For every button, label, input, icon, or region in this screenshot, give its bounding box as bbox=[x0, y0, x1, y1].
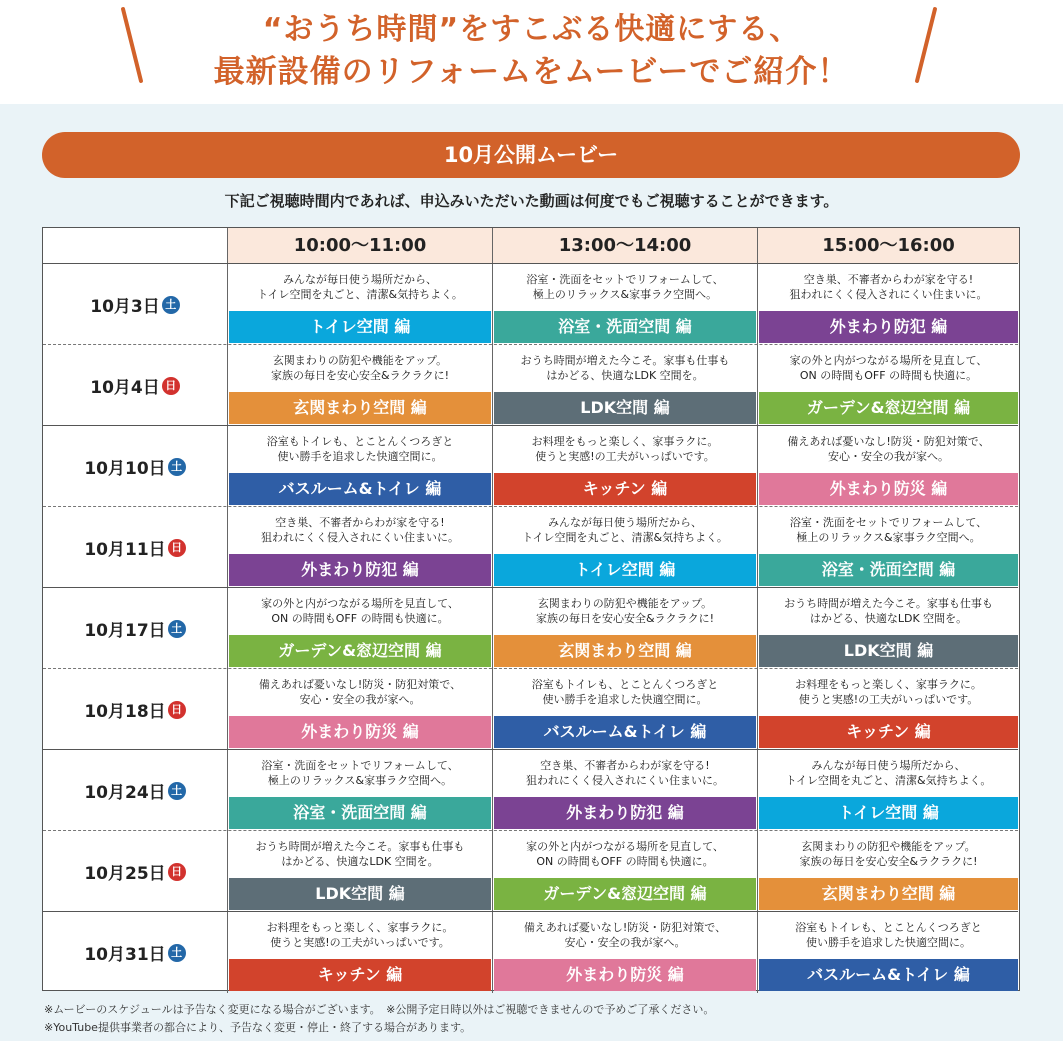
description-line: おうち時間が増えた今こそ。家事も仕事も bbox=[520, 354, 730, 367]
description-line: 家族の毎日を安心安全&ラクラクに! bbox=[536, 612, 714, 625]
footnote: ※YouTube提供事業者の都合により、予告なく変更・停止・終了する場合があります。 bbox=[44, 1021, 472, 1034]
movie-description bbox=[493, 750, 757, 796]
date-label: 10月4日 bbox=[90, 378, 160, 398]
description-line: 浴室もトイレも、とことんくつろぎと bbox=[531, 678, 719, 691]
description-line: 浴室もトイレも、とことんくつろぎと bbox=[266, 435, 454, 448]
movie-description bbox=[228, 669, 492, 715]
movie-title-bar[interactable]: キッチン 編 bbox=[494, 473, 756, 505]
movie-description bbox=[493, 264, 757, 310]
movie-title-bar[interactable]: 玄関まわり空間 編 bbox=[759, 878, 1018, 910]
description-line: みんなが毎日使う場所だから、 bbox=[811, 759, 966, 772]
movie-cell bbox=[492, 669, 757, 750]
movie-title-bar[interactable]: 外まわり防犯 編 bbox=[759, 311, 1018, 343]
description-line: 狙われにくく侵入されにくい住まいに。 bbox=[526, 774, 724, 787]
movie-title-bar[interactable]: 浴室・洗面空間 編 bbox=[494, 311, 756, 343]
movie-description bbox=[758, 345, 1019, 391]
movie-title-bar[interactable]: トイレ空間 編 bbox=[494, 554, 756, 586]
movie-description bbox=[758, 426, 1019, 472]
movie-title-bar[interactable]: トイレ空間 編 bbox=[759, 797, 1018, 829]
movie-cell bbox=[227, 345, 492, 426]
saturday-badge: 土 bbox=[168, 620, 186, 638]
description-line: はかどる、快適なLDK 空間を。 bbox=[809, 612, 968, 625]
description-line: 玄関まわりの防犯や機能をアップ。 bbox=[537, 597, 713, 610]
description-line: 使い勝手を追求した快適空間に。 bbox=[542, 693, 708, 706]
description-line: はかどる、快適なLDK 空間を。 bbox=[546, 369, 704, 382]
description-line: 玄関まわりの防犯や機能をアップ。 bbox=[801, 840, 976, 853]
movie-cell bbox=[227, 669, 492, 750]
date-cell bbox=[43, 426, 227, 507]
description-line: 家の外と内がつながる場所を見直して、 bbox=[261, 597, 459, 610]
time-header: 15:00〜16:00 bbox=[757, 228, 1019, 263]
description-line: ON の時間もOFF の時間も快適に。 bbox=[799, 369, 978, 382]
movie-title-bar[interactable]: 浴室・洗面空間 編 bbox=[759, 554, 1018, 586]
movie-title-bar[interactable]: 玄関まわり空間 編 bbox=[229, 392, 491, 424]
description-line: 浴室もトイレも、とことんくつろぎと bbox=[795, 921, 982, 934]
movie-cell bbox=[227, 912, 492, 993]
movie-description bbox=[493, 507, 757, 553]
description-line: トイレ空間を丸ごと、清潔&気持ちよく。 bbox=[257, 288, 463, 301]
headline-line1: “おうち時間”をすこぶる快適にする、 bbox=[262, 12, 801, 47]
date-cell bbox=[43, 669, 227, 750]
description-line: 家の外と内がつながる場所を見直して、 bbox=[526, 840, 724, 853]
sunday-badge: 日 bbox=[168, 539, 186, 557]
description-line: 安心・安全の我が家へ。 bbox=[564, 936, 686, 949]
movie-cell bbox=[757, 264, 1019, 345]
sunday-badge: 日 bbox=[168, 863, 186, 881]
description-line: 空き巣、不審者からわが家を守る! bbox=[803, 273, 974, 286]
sunday-badge: 日 bbox=[162, 377, 180, 395]
movie-title-bar[interactable]: バスルーム&トイレ 編 bbox=[229, 473, 491, 505]
movie-description bbox=[493, 831, 757, 877]
movie-description bbox=[228, 345, 492, 391]
movie-cell bbox=[492, 831, 757, 912]
movie-cell bbox=[227, 750, 492, 831]
movie-title-bar[interactable]: トイレ空間 編 bbox=[229, 311, 491, 343]
description-line: 浴室・洗面をセットでリフォームして、 bbox=[526, 273, 724, 286]
movie-title-bar[interactable]: LDK空間 編 bbox=[229, 878, 491, 910]
saturday-badge: 土 bbox=[168, 944, 186, 962]
movie-title-bar[interactable]: 外まわり防災 編 bbox=[229, 716, 491, 748]
schedule-row bbox=[43, 830, 1018, 911]
movie-title-bar[interactable]: ガーデン&窓辺空間 編 bbox=[229, 635, 491, 667]
date-label: 10月31日 bbox=[84, 945, 166, 965]
movie-description bbox=[758, 831, 1019, 877]
movie-cell bbox=[757, 912, 1019, 993]
movie-description bbox=[758, 507, 1019, 553]
description-line: 狙われにくく侵入されにくい住まいに。 bbox=[261, 531, 459, 544]
movie-title-bar[interactable]: LDK空間 編 bbox=[759, 635, 1018, 667]
description-line: はかどる、快適なLDK 空間を。 bbox=[281, 855, 439, 868]
date-label: 10月11日 bbox=[84, 540, 166, 560]
movie-description bbox=[493, 426, 757, 472]
movie-cell bbox=[757, 507, 1019, 588]
description-line: お料理をもっと楽しく、家事ラクに。 bbox=[531, 435, 719, 448]
movie-cell bbox=[227, 588, 492, 669]
movie-description bbox=[228, 750, 492, 796]
movie-cell bbox=[757, 588, 1019, 669]
movie-title-bar[interactable]: 外まわり防犯 編 bbox=[229, 554, 491, 586]
date-cell bbox=[43, 264, 227, 345]
movie-cell bbox=[227, 831, 492, 912]
movie-title-bar[interactable]: ガーデン&窓辺空間 編 bbox=[759, 392, 1018, 424]
time-header: 13:00〜14:00 bbox=[492, 228, 757, 263]
sunday-badge: 日 bbox=[168, 701, 186, 719]
movie-cell bbox=[757, 345, 1019, 426]
description-line: 家族の毎日を安心安全&ラクラクに! bbox=[271, 369, 449, 382]
date-label: 10月18日 bbox=[84, 702, 166, 722]
schedule-table bbox=[42, 227, 1020, 991]
movie-description bbox=[758, 912, 1019, 958]
description-line: 浴室・洗面をセットでリフォームして、 bbox=[789, 516, 988, 529]
movie-title-bar[interactable]: ガーデン&窓辺空間 編 bbox=[494, 878, 756, 910]
movie-description bbox=[228, 507, 492, 553]
movie-description bbox=[228, 831, 492, 877]
date-label: 10月17日 bbox=[84, 621, 166, 641]
movie-title-bar[interactable]: キッチン 編 bbox=[759, 716, 1018, 748]
description-line: ON の時間もOFF の時間も快適に。 bbox=[536, 855, 714, 868]
date-label: 10月24日 bbox=[84, 783, 166, 803]
movie-cell bbox=[492, 264, 757, 345]
description-line: 使い勝手を追求した快適空間に。 bbox=[806, 936, 971, 949]
description-line: 安心・安全の我が家へ。 bbox=[299, 693, 421, 706]
schedule-row bbox=[43, 911, 1018, 992]
date-cell bbox=[43, 507, 227, 588]
description-line: 極上のリラックス&家事ラク空間へ。 bbox=[267, 774, 453, 787]
movie-title-bar[interactable]: 外まわり防犯 編 bbox=[494, 797, 756, 829]
date-cell bbox=[43, 831, 227, 912]
schedule-row bbox=[43, 344, 1018, 425]
movie-title-bar[interactable]: 外まわり防災 編 bbox=[759, 473, 1018, 505]
description-line: 家の外と内がつながる場所を見直して、 bbox=[789, 354, 988, 367]
movie-cell bbox=[492, 507, 757, 588]
movie-cell bbox=[757, 669, 1019, 750]
date-cell bbox=[43, 345, 227, 426]
saturday-badge: 土 bbox=[168, 458, 186, 476]
header-blank-cell bbox=[43, 228, 227, 263]
footnote: ※ムービーのスケジュールは予告なく変更になる場合がございます。 ※公開予定日時以外はご視聴できませんので予めご了承ください。 bbox=[44, 1003, 715, 1016]
saturday-badge: 土 bbox=[162, 296, 180, 314]
description-line: 備えあれば憂いなし!防災・防犯対策で、 bbox=[787, 435, 990, 448]
movie-description bbox=[493, 669, 757, 715]
header bbox=[0, 0, 1063, 104]
date-cell bbox=[43, 912, 227, 993]
description-line: みんなが毎日使う場所だから、 bbox=[283, 273, 437, 286]
movie-title-bar[interactable]: 外まわり防災 編 bbox=[494, 959, 756, 991]
description-line: お料理をもっと楽しく、家事ラクに。 bbox=[266, 921, 454, 934]
movie-cell bbox=[492, 426, 757, 507]
movie-title-bar[interactable]: 浴室・洗面空間 編 bbox=[229, 797, 491, 829]
description-line: 使うと実感!の工夫がいっぱいです。 bbox=[798, 693, 979, 706]
description-line: トイレ空間を丸ごと、清潔&気持ちよく。 bbox=[522, 531, 728, 544]
description-line: トイレ空間を丸ごと、清潔&気持ちよく。 bbox=[785, 774, 992, 787]
movie-cell bbox=[757, 426, 1019, 507]
movie-title-bar[interactable]: 玄関まわり空間 編 bbox=[494, 635, 756, 667]
saturday-badge: 土 bbox=[168, 782, 186, 800]
description-line: 極上のリラックス&家事ラク空間へ。 bbox=[796, 531, 981, 544]
movie-cell bbox=[492, 912, 757, 993]
description-line: 狙われにくく侵入されにくい住まいに。 bbox=[789, 288, 988, 301]
movie-cell bbox=[757, 831, 1019, 912]
description-line: おうち時間が増えた今こそ。家事も仕事も bbox=[784, 597, 993, 610]
schedule-row bbox=[43, 506, 1018, 587]
date-cell bbox=[43, 588, 227, 669]
movie-cell bbox=[227, 507, 492, 588]
description-line: 備えあれば憂いなし!防災・防犯対策で、 bbox=[258, 678, 462, 691]
headline-line2: 最新設備のリフォームをムービーでご紹介！ bbox=[213, 54, 850, 90]
movie-title-bar[interactable]: バスルーム&トイレ 編 bbox=[759, 959, 1018, 991]
description-line: 浴室・洗面をセットでリフォームして、 bbox=[261, 759, 459, 772]
section-banner: 10月公開ムービー bbox=[42, 132, 1020, 178]
movie-cell bbox=[492, 750, 757, 831]
date-label: 10月3日 bbox=[90, 297, 160, 317]
description-line: 玄関まわりの防犯や機能をアップ。 bbox=[272, 354, 448, 367]
movie-cell bbox=[492, 588, 757, 669]
schedule-row bbox=[43, 587, 1018, 668]
description-line: お料理をもっと楽しく、家事ラクに。 bbox=[795, 678, 982, 691]
movie-description bbox=[758, 588, 1019, 634]
time-header: 10:00〜11:00 bbox=[227, 228, 492, 263]
description-line: おうち時間が増えた今こそ。家事も仕事も bbox=[255, 840, 465, 853]
movie-title-bar[interactable]: LDK空間 編 bbox=[494, 392, 756, 424]
description-line: 安心・安全の我が家へ。 bbox=[828, 450, 949, 463]
movie-title-bar[interactable]: キッチン 編 bbox=[229, 959, 491, 991]
movie-description bbox=[228, 426, 492, 472]
viewing-note: 下記ご視聴時間内であれば、申込みいただいた動画は何度でもご視聴することができます。 bbox=[224, 192, 839, 210]
schedule-row bbox=[43, 263, 1018, 344]
movie-cell bbox=[492, 345, 757, 426]
movie-cell bbox=[757, 750, 1019, 831]
date-label: 10月10日 bbox=[84, 459, 166, 479]
date-cell bbox=[43, 750, 227, 831]
movie-description bbox=[758, 750, 1019, 796]
description-line: ON の時間もOFF の時間も快適に。 bbox=[271, 612, 449, 625]
movie-description bbox=[758, 264, 1019, 310]
description-line: 極上のリラックス&家事ラク空間へ。 bbox=[532, 288, 718, 301]
movie-description bbox=[228, 588, 492, 634]
description-line: 空き巣、不審者からわが家を守る! bbox=[275, 516, 445, 529]
description-line: 空き巣、不審者からわが家を守る! bbox=[540, 759, 710, 772]
description-line: 使うと実感!の工夫がいっぱいです。 bbox=[535, 450, 715, 463]
schedule-row bbox=[43, 668, 1018, 749]
schedule-row bbox=[43, 749, 1018, 830]
movie-cell bbox=[227, 426, 492, 507]
description-line: 家族の毎日を安心安全&ラクラクに! bbox=[799, 855, 978, 868]
movie-description bbox=[228, 912, 492, 958]
movie-description bbox=[228, 264, 492, 310]
description-line: 備えあれば憂いなし!防災・防犯対策で、 bbox=[523, 921, 727, 934]
movie-title-bar[interactable]: バスルーム&トイレ 編 bbox=[494, 716, 756, 748]
description-line: 使い勝手を追求した快適空間に。 bbox=[277, 450, 443, 463]
movie-cell bbox=[227, 264, 492, 345]
movie-description bbox=[493, 912, 757, 958]
schedule-row bbox=[43, 425, 1018, 506]
movie-description bbox=[758, 669, 1019, 715]
date-label: 10月25日 bbox=[84, 864, 166, 884]
movie-description bbox=[493, 345, 757, 391]
description-line: みんなが毎日使う場所だから、 bbox=[548, 516, 702, 529]
description-line: 使うと実感!の工夫がいっぱいです。 bbox=[270, 936, 450, 949]
movie-description bbox=[493, 588, 757, 634]
